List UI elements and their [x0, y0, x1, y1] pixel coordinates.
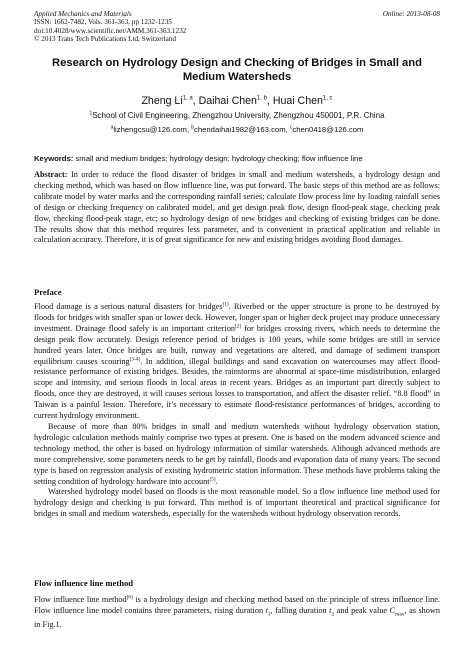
- paragraph-text: . Riverbed or the upper structure is prone to be destroyed by floods for bridges with smaller span or lower deck. However, longer span or higher deck project may produce unnecessary investment. Drainage flood safely is an important criterion: [34, 302, 441, 333]
- citation: [3-4]: [129, 355, 141, 362]
- abstract: [34, 170, 440, 246]
- paragraph-text: Flood damage is a serious natural disasters for bridges: [34, 302, 223, 311]
- paragraph-text: Flow influence line method: [34, 595, 127, 604]
- citation: [6]: [126, 594, 133, 601]
- variable-subscript: max: [395, 611, 405, 618]
- journal-doi: doi:10.4028/www.scientific.net/AMM.361-363.1232: [34, 26, 187, 35]
- journal-issn: ISSN: 1662-7482, Vols. 361-363, pp 1232-1235: [34, 18, 172, 27]
- citation: [2]: [234, 323, 242, 330]
- variable-subscript: 2: [331, 611, 335, 618]
- author-affil-mark: 1, c: [322, 95, 333, 102]
- paragraph: Watershed hydrology model based on floods is the most reasonable model. So a flow influence line method used for hydrology design and checking is put forward. This method is of important theoretical and practical significance for bridges in small and medium watersheds, especially for the watersheds without hydrology observation records.: [34, 487, 440, 519]
- author-name: Zheng Li: [141, 95, 183, 107]
- affiliation: [40, 111, 434, 120]
- journal-header: [34, 10, 334, 44]
- paragraph-text: , falling duration: [270, 605, 330, 615]
- paragraph-text: Because of more than 80% bridges in small and medium watersheds without hydrology observation station, hydrologic calculation methods mainly comprise two types at present. One is based on the modern advanced science and technology method, the other is based on hydrology information of similar watersheds. Although advanced methods are more comprehensive, some parameters needs to be get by rainfall, floods and evaporation data of many years. The second type is based on regression analysis of existing hydrometric station information. These methods have problems taking the setting condition of hydrology hardware into account: [34, 421, 440, 486]
- email-list: [40, 125, 434, 134]
- keywords: [34, 154, 440, 163]
- paper-title: Research on Hydrology Design and Checking of Bridges in Small and Medium Watersheds: [52, 57, 422, 83]
- keywords-label: Keywords:: [34, 154, 74, 163]
- email-mark: c: [289, 124, 293, 131]
- section-heading-preface: Preface: [34, 287, 62, 297]
- variable: C: [389, 605, 396, 615]
- abstract-label: Abstract:: [34, 170, 68, 179]
- paragraph: [34, 302, 440, 422]
- keywords-text: small and medium bridges; hydrology design; hydrology checking; flow influence line: [73, 154, 363, 163]
- flow-section-body: [34, 595, 440, 631]
- paragraph-text: is a hydrology design and checking method based on the principle of stress influence line. Flow influence line model contains three parameters, rising duration: [34, 595, 440, 615]
- paragraph-text: , as shown in Fig.1.: [34, 605, 440, 630]
- email-address: chendaihai1982@163.com,: [194, 125, 290, 134]
- email-mark: a: [110, 124, 114, 131]
- preface-body: [34, 302, 440, 520]
- variable: t: [265, 605, 268, 615]
- author-name: Huai Chen: [272, 95, 323, 107]
- abstract-text: In order to reduce the flood disaster of bridges in small and medium watersheds, a hydrology design and checking method, which was based on flow influence line, was put forward. The basic steps of this method are as follows: calibrate model by water marks and the corresponding rainfall series; calculate flow process line by loading rainfall series of design or checking frequency on calibrated model, and get design peak flow, design flood-peak stage, checking peak flow, checking flood-peak stage, etc; so hydrology design of new bridges and checking of existing bridges can be done. The results show that this method requires less parameter, and is convenient in practical application and reliable in calculation accuracy. Therefore, it is of great significance for new and existing bridges avoiding flood damages.: [34, 170, 440, 245]
- affiliation-mark: 1: [89, 110, 93, 117]
- section-heading-flow-influence: Flow influence line method: [34, 578, 134, 588]
- paragraph-text: for bridges crossing rivers, which needs to determine the design peak flow accurately. Design reference period of bridges is 100 years, while some bridges are still in service hundred years later. Once bridges are built, runway and vegetations are altered, and damage of sediment transport equilibrium causes scouring: [34, 323, 441, 366]
- citation: [1]: [222, 301, 229, 308]
- affiliation-text: School of Civil Engineering, Zhengzhou University, Zhengzhou 450001, P.R. China: [92, 111, 385, 120]
- online-date: Online: 2013-08-08: [382, 10, 440, 18]
- email-mark: b: [191, 124, 195, 131]
- variable: t: [329, 605, 332, 615]
- paragraph-text: .: [215, 476, 218, 486]
- paragraph: [34, 422, 440, 487]
- author-affil-mark: 1, b: [256, 95, 267, 102]
- citation: [5]: [209, 475, 216, 482]
- paragraph-text: and peak value: [334, 605, 390, 615]
- variable-subscript: 1: [267, 611, 271, 618]
- author-list: Zheng Li$^{1, a}$, Daihai Chen$^{1, b}$, Huai Chen$^{1, c}$: [141, 95, 333, 107]
- email-address: chen0418@126.com: [292, 125, 364, 134]
- journal-copyright: © 2013 Trans Tech Publications Ltd, Switzerland: [34, 35, 176, 44]
- email-address: lizhengcsu@126.com,: [113, 125, 192, 134]
- author-name: Daihai Chen: [198, 95, 257, 107]
- paragraph-text: . In addition, illegal buildings and sand excavation on watercourses may affect flood-resistance performance of existing bridges. Besides, the rainstorms are abnormal at space-time misdistribution, enlarged scope and intensity, and serious floods in local areas in recent years. Bridges as an important part directly subject to floods, once they are destroyed, it will causes serious losses to transportation, and affect the disaster relief. “8.8 flood” in Taiwan is a painful lesson. Therefore, it’s necessary to estimate flood-resistance performances of bridges, according to current hydrology environment.: [34, 356, 440, 421]
- paragraph: [34, 595, 440, 631]
- author-affil-mark: 1, a: [182, 95, 193, 102]
- journal-name: Applied Mechanics and Materials: [34, 10, 132, 18]
